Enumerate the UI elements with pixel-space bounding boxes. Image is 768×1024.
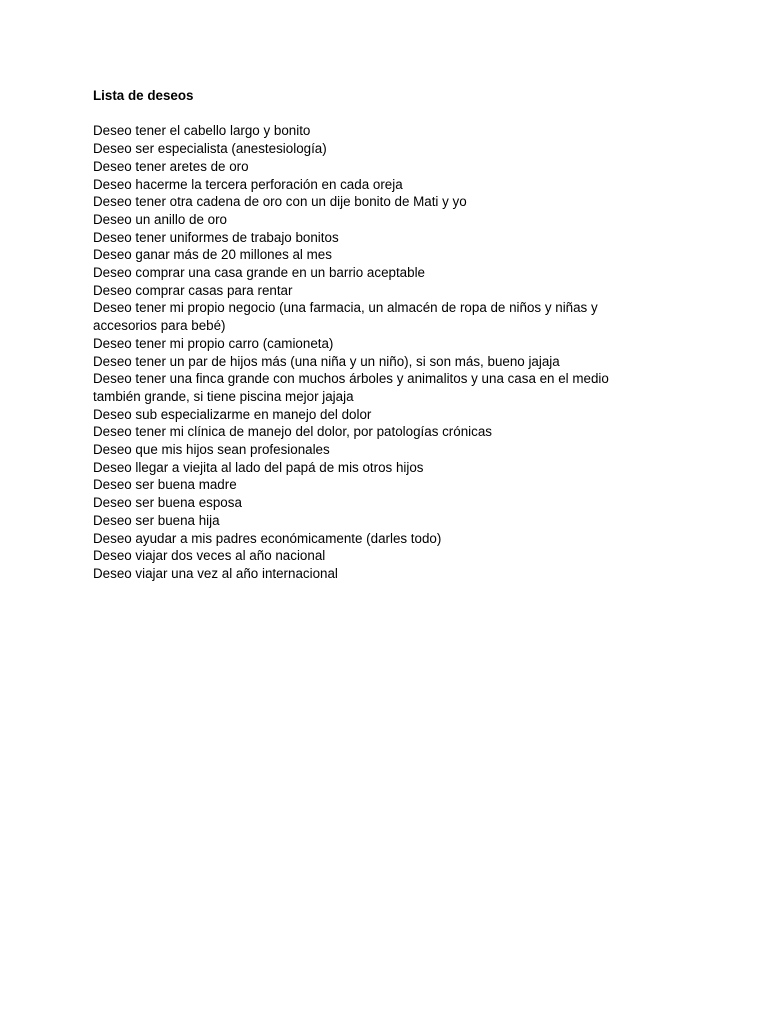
wish-item: Deseo llegar a viejita al lado del papá de mis otros hijos [93,459,424,475]
wish-item: Deseo tener mi propio negocio (una farmacia, un almacén de ropa de niños y niñas y accesorios para bebé) [93,300,598,334]
wish-item: Deseo ganar más de 20 millones al mes [93,247,332,263]
wish-item: Deseo ayudar a mis padres económicamente (darles todo) [93,530,442,546]
wish-item: Deseo tener uniformes de trabajo bonitos [93,229,339,245]
document-body [93,87,653,583]
wish-item: Deseo tener una finca grande con muchos árboles y animalitos y una casa en el medio también grande, si tiene piscina mejor jajaja [93,371,609,404]
wish-item: Deseo sub especializarme en manejo del dolor [93,406,372,422]
wish-item: Deseo comprar casas para rentar [93,282,293,298]
wish-item: Deseo tener un par de hijos más (una niña y un niño), si son más, bueno jajaja [93,353,560,369]
wish-item: Deseo tener mi propio carro (camioneta) [93,335,334,351]
wish-item: Deseo tener aretes de oro [93,158,249,174]
wish-item: Deseo un anillo de oro [93,211,227,227]
wish-item: Deseo ser especialista (anestesiología) [93,141,327,157]
wish-item: Deseo que mis hijos sean profesionales [93,442,330,458]
wish-item: Deseo viajar una vez al año internacional [93,565,338,581]
wish-item: Deseo tener mi clínica de manejo del dolor, por patologías crónicas [93,424,492,440]
wish-item: Deseo comprar una casa grande en un barrio aceptable [93,265,426,281]
wish-item: Deseo ser buena madre [93,477,237,493]
wish-item: Deseo hacerme la tercera perforación en cada oreja [93,176,403,192]
wish-item: Deseo tener el cabello largo y bonito [93,123,311,139]
wish-list [93,122,653,582]
wish-item: Deseo ser buena esposa [93,495,242,511]
wish-item: Deseo tener otra cadena de oro con un dije bonito de Mati y yo [93,194,467,210]
wish-item: Deseo viajar dos veces al año nacional [93,548,326,564]
wish-item: Deseo ser buena hija [93,512,220,528]
document-title: Lista de deseos [93,88,194,103]
